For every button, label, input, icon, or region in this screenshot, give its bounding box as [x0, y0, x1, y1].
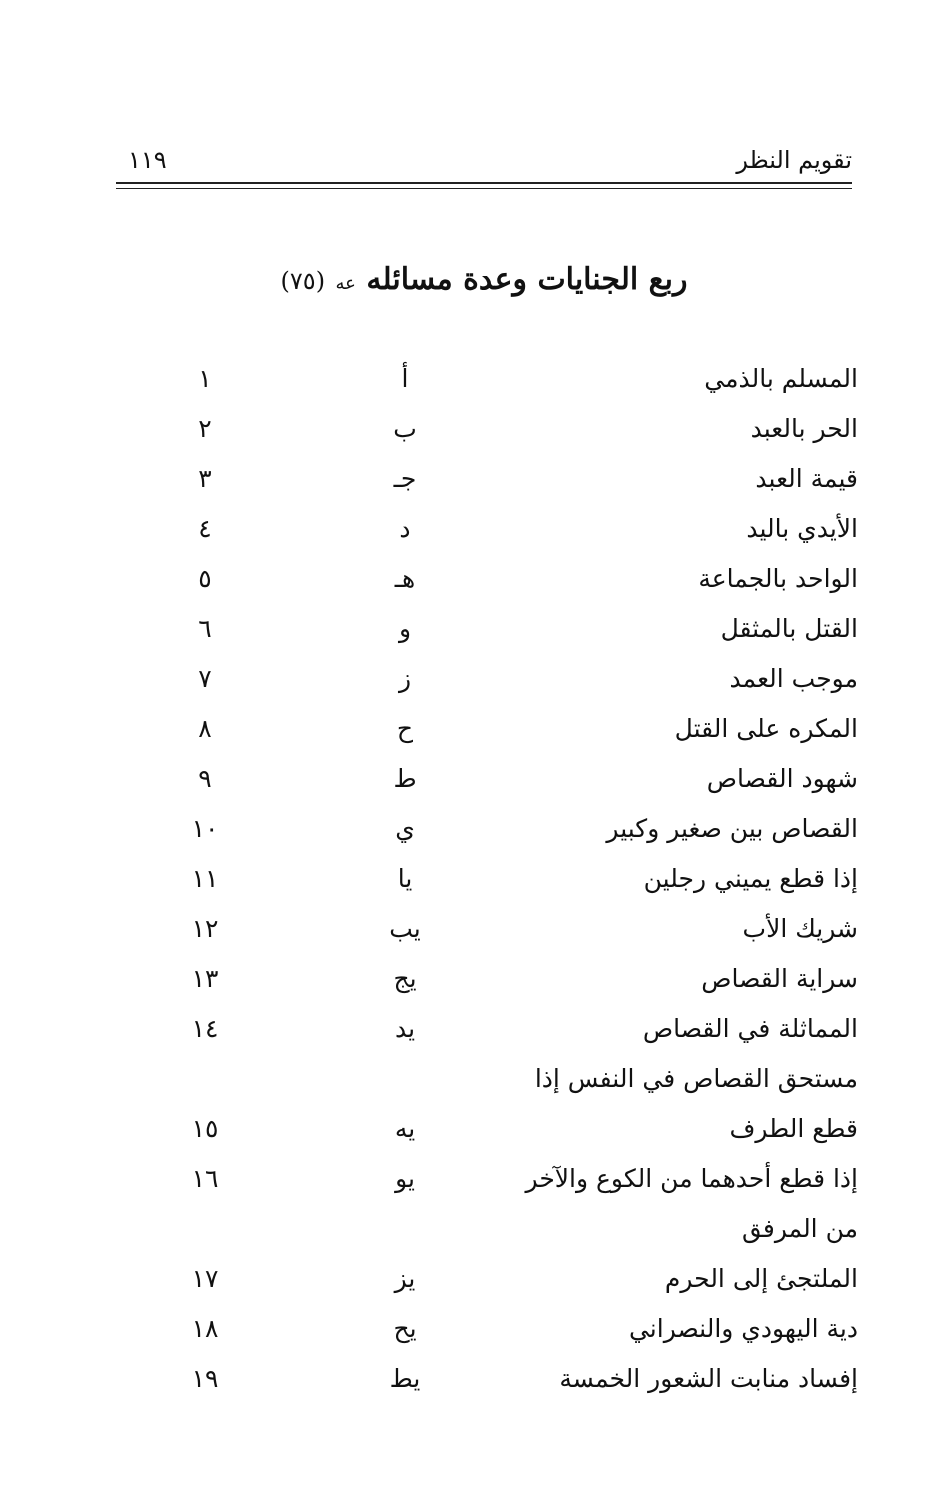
list-item	[0, 508, 950, 558]
entry-title: المكره على القتل	[674, 714, 858, 743]
header-title: تقويم النظر	[736, 146, 852, 174]
entry-number: ٨	[198, 714, 212, 743]
list-item	[0, 458, 950, 508]
entry-number: ١٤	[191, 1014, 219, 1043]
entry-number: ٥	[198, 564, 212, 593]
list-item	[0, 1358, 950, 1408]
entry-letter: أ	[401, 364, 409, 393]
entry-letter: د	[399, 514, 411, 543]
entry-letter: يج	[393, 964, 417, 993]
entry-letter: هـ	[394, 564, 416, 593]
entry-number: ١٧	[191, 1264, 219, 1293]
list-item	[0, 1258, 950, 1308]
entry-title: شريك الأب	[742, 914, 858, 943]
section-title	[116, 262, 852, 297]
entry-title: الملتجئ إلى الحرم	[664, 1264, 858, 1293]
entry-letter: ي	[395, 814, 415, 843]
entry-title: الأيدي باليد	[746, 514, 858, 543]
entry-number: ١٥	[191, 1114, 219, 1143]
entry-letter: يو	[395, 1164, 415, 1193]
list-item	[0, 908, 950, 958]
running-header	[116, 140, 852, 180]
list-item	[0, 1008, 950, 1058]
section-count: (٧٥)	[280, 267, 326, 295]
entry-letter: يب	[389, 914, 421, 943]
entry-number: ٩	[198, 764, 212, 793]
entries-list	[0, 358, 950, 1408]
entry-letter: يط	[389, 1364, 421, 1393]
header-rule-thin	[116, 188, 852, 189]
entry-title: إذا قطع يميني رجلين	[643, 864, 858, 893]
entry-title: موجب العمد	[729, 664, 858, 693]
entry-letter: ح	[396, 714, 414, 743]
entry-letter: و	[398, 614, 412, 643]
entry-title: قطع الطرف	[729, 1114, 858, 1143]
entry-letter: يد	[394, 1014, 416, 1043]
list-item	[0, 1208, 950, 1258]
entry-letter: ب	[393, 414, 417, 443]
entry-number: ١٩	[191, 1364, 219, 1393]
entry-title: من المرفق	[742, 1214, 858, 1243]
entry-letter: يا	[397, 864, 413, 893]
entry-title: الحر بالعبد	[750, 414, 858, 443]
entry-number: ١٢	[191, 914, 219, 943]
entry-title: المماثلة في القصاص	[642, 1014, 858, 1043]
list-item	[0, 708, 950, 758]
entry-title: القصاص بين صغير وكبير	[606, 814, 858, 843]
entry-letter: يه	[394, 1114, 416, 1143]
entry-title: إفساد منابت الشعور الخمسة	[559, 1364, 858, 1393]
list-item	[0, 658, 950, 708]
page-number: ١١٩	[128, 146, 167, 174]
entry-number: ١٠	[191, 814, 219, 843]
entry-title: الواحد بالجماعة	[698, 564, 858, 593]
entry-letter: ط	[393, 764, 417, 793]
entry-number: ٦	[198, 614, 212, 643]
entry-number: ٧	[198, 664, 212, 693]
list-item	[0, 958, 950, 1008]
entry-title: قيمة العبد	[755, 464, 858, 493]
entry-title: شهود القصاص	[706, 764, 858, 793]
entry-number: ١٦	[191, 1164, 219, 1193]
list-item	[0, 1058, 950, 1108]
entry-number: ٢	[198, 414, 212, 443]
entry-letter: ز	[398, 664, 412, 693]
entry-title: إذا قطع أحدهما من الكوع والآخر	[525, 1164, 858, 1193]
entry-letter: يح	[393, 1314, 417, 1343]
list-item	[0, 1308, 950, 1358]
entry-number: ١	[198, 364, 212, 393]
list-item	[0, 1158, 950, 1208]
entry-title: القتل بالمثقل	[720, 614, 858, 643]
entry-title: دية اليهودي والنصراني	[628, 1314, 858, 1343]
entry-number: ١٣	[191, 964, 219, 993]
section-title-text: ربع الجنايات وعدة مسائله	[366, 262, 688, 297]
entry-number: ١٨	[191, 1314, 219, 1343]
list-item	[0, 808, 950, 858]
list-item	[0, 1108, 950, 1158]
entry-number: ١١	[191, 864, 219, 893]
list-item	[0, 558, 950, 608]
entry-letter: جـ	[393, 464, 417, 493]
entry-number: ٤	[198, 514, 212, 543]
list-item	[0, 858, 950, 908]
entry-title: مستحق القصاص في النفس إذا	[534, 1064, 858, 1093]
entry-letter: يز	[394, 1264, 416, 1293]
entry-title: المسلم بالذمي	[704, 364, 858, 393]
entry-number: ٣	[198, 464, 212, 493]
entry-title: سراية القصاص	[701, 964, 858, 993]
list-item	[0, 758, 950, 808]
list-item	[0, 408, 950, 458]
list-item	[0, 358, 950, 408]
section-count-abjad: عه	[335, 273, 356, 294]
header-rule-thick	[116, 182, 852, 184]
list-item	[0, 608, 950, 658]
